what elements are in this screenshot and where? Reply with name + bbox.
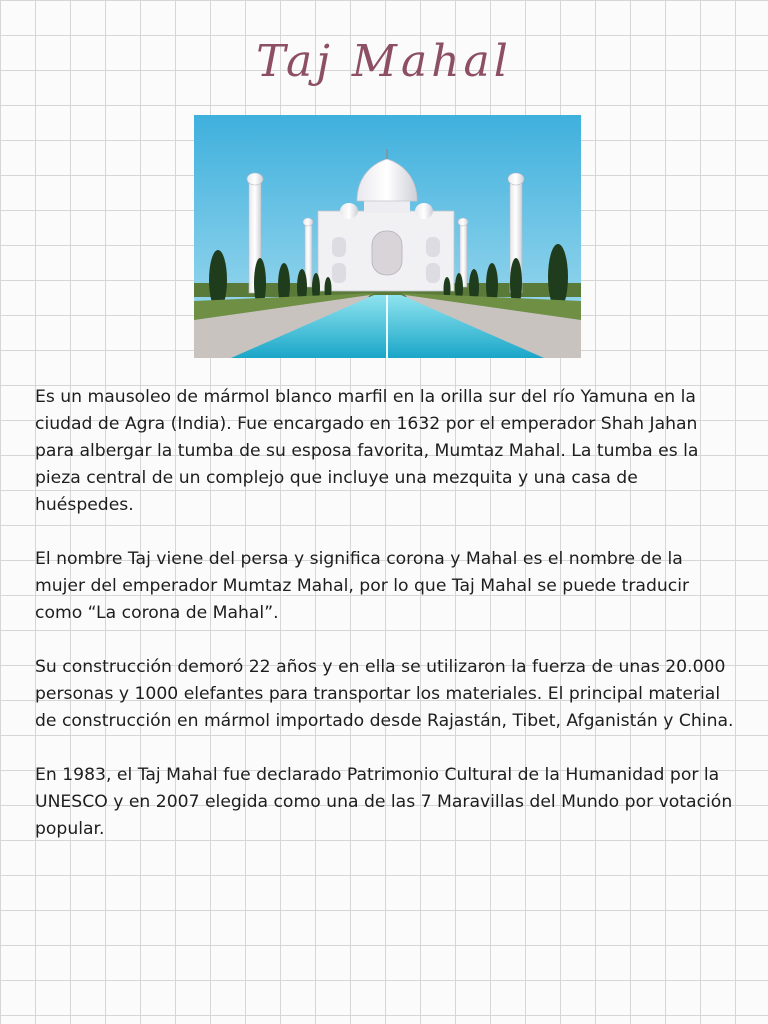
page-title: Taj Mahal: [256, 36, 512, 87]
paragraph-recognition: En 1983, el Taj Mahal fue declarado Patrimonio Cultural de la Humanidad por la UNESCO y en 2007 elegida como una de las 7 Maravillas del Mundo por votación popular.: [35, 765, 733, 839]
taj-mahal-photo: [194, 115, 581, 358]
paragraph-construction: Su construcción demoró 22 años y en ella se utilizaron la fuerza de unas 20.000 personas y 1000 elefantes para transportar los materiales. El principal material de construcción en mármol importado desde Rajastán, Tibet, Afganistán y China.: [35, 657, 734, 731]
article-body: [35, 384, 735, 870]
paragraph-name-origin: El nombre Taj viene del persa y significa corona y Mahal es el nombre de la mujer del emperador Mumtaz Mahal, por lo que Taj Mahal se puede traducir como “La corona de Mahal”.: [35, 549, 690, 623]
paragraph-description: Es un mausoleo de mármol blanco marfil en la orilla sur del río Yamuna en la ciudad de Agra (India). Fue encargado en 1632 por el emperador Shah Jahan para albergar la tumba de su esposa favorita, Mumtaz Mahal. La tumba es la pieza central de un complejo que incluye una mezquita y una casa de huéspedes.: [35, 387, 699, 515]
